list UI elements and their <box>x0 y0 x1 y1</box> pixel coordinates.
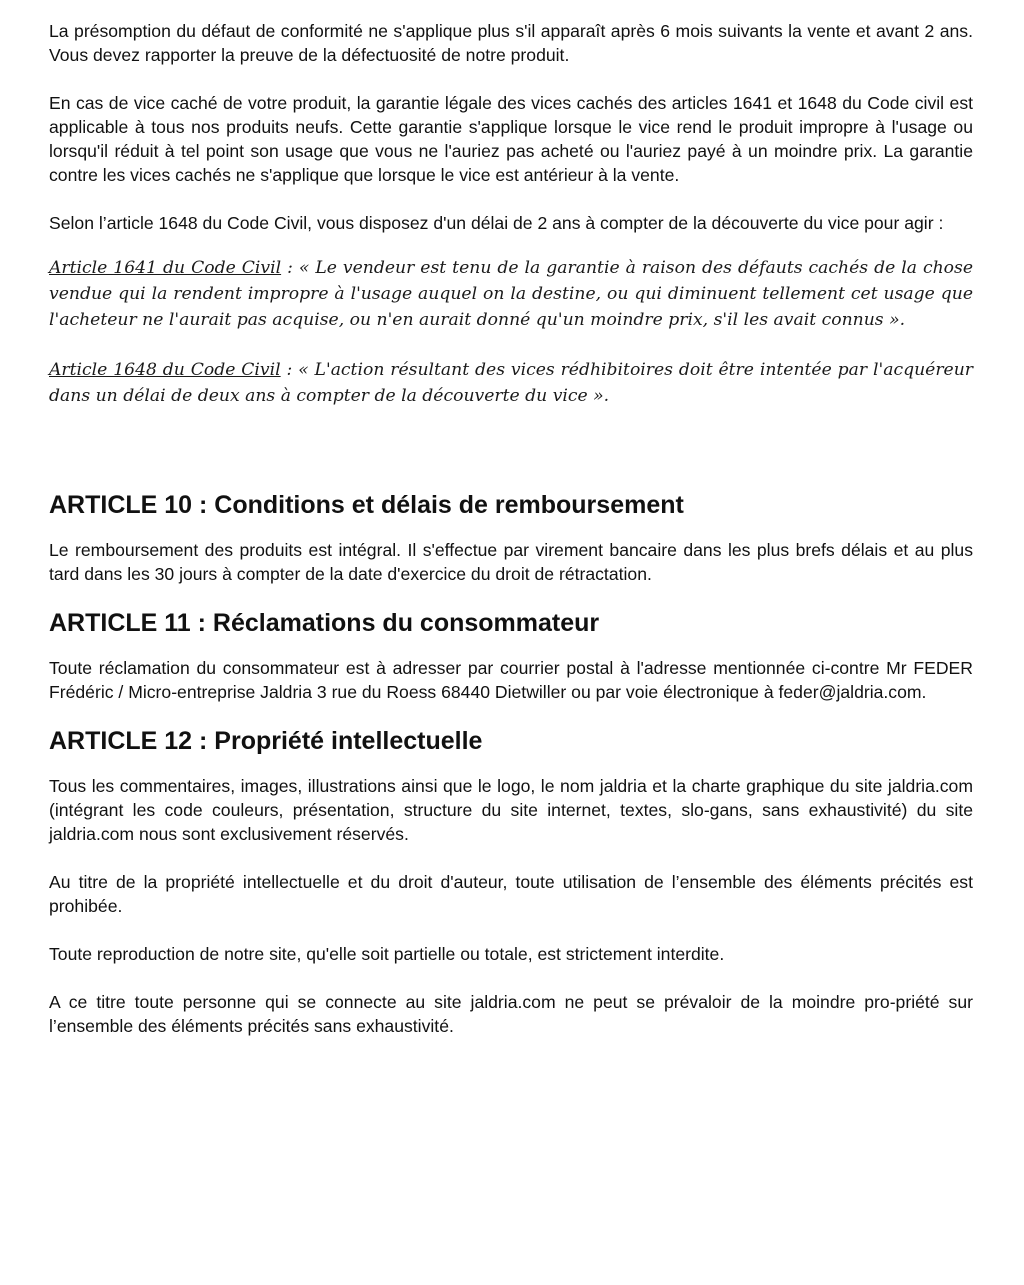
article-10-heading: ARTICLE 10 : Conditions et délais de remboursement <box>49 491 684 519</box>
paragraph-hidden-defect: En cas de vice caché de votre produit, la garantie légale des vices cachés des articles 1641 et 1648 du Code civil est applicable à tous nos produits neufs. Cette garantie s'applique lorsque le vice rend le produit impropre à l'usage ou lorsqu'il réduit à tel point son usage que vous ne l'auriez pas acheté ou l'auriez payé à un moindre prix. La garantie contre les vices cachés ne s'applique que lorsque le vice est antérieur à la vente. <box>49 93 973 185</box>
article-12-paragraph-3: Toute reproduction de notre site, qu'elle soit partielle ou totale, est strictement interdite. <box>49 944 725 964</box>
quote-article-1641-ref: Article 1641 du Code Civil <box>49 258 282 278</box>
document-page <box>49 19 973 1038</box>
quote-article-1648 <box>49 357 973 409</box>
paragraph-conformity-presumption: La présomption du défaut de conformité ne s'applique plus s'il apparaît après 6 mois suivants la vente et avant 2 ans. Vous devez rapporter la preuve de la défectuosité de notre produit. <box>49 21 973 65</box>
paragraph-delay: Selon l’article 1648 du Code Civil, vous disposez d'un délai de 2 ans à compter de la découverte du vice pour agir : <box>49 213 944 233</box>
quote-article-1641 <box>49 255 973 333</box>
article-11-heading: ARTICLE 11 : Réclamations du consommateur <box>49 609 600 637</box>
article-12-paragraph-4: A ce titre toute personne qui se connecte au site jaldria.com ne peut se prévaloir de la moindre pro-priété sur l’ensemble des éléments précités sans exhaustivité. <box>49 992 973 1036</box>
quote-article-1641-text: : « Le vendeur est tenu de la garantie à raison des défauts cachés de la chose vendue qui la rendent impropre à l'usage auquel on la destine, ou qui diminuent tellement cet usage que l'acheteur ne l'aurait pas acquise, ou n'en aurait donné qu'un moindre prix, s'il les avait connus ». <box>49 258 973 330</box>
article-12-paragraph-2: Au titre de la propriété intellectuelle et du droit d'auteur, toute utilisation de l’ensemble des éléments précités est prohibée. <box>49 872 973 916</box>
article-11-paragraph: Toute réclamation du consommateur est à adresser par courrier postal à l'adresse mentionnée ci-contre Mr FEDER Frédéric / Micro-entreprise Jaldria 3 rue du Roess 68440 Dietwiller ou par voie électronique à feder@jaldria.com. <box>49 658 973 702</box>
quote-article-1648-ref: Article 1648 du Code Civil <box>49 360 281 380</box>
article-12-paragraph-1: Tous les commentaires, images, illustrations ainsi que le logo, le nom jaldria et la charte graphique du site jaldria.com (intégrant les code couleurs, présentation, structure du site internet, textes, slo-gans, sans exhaustivité) du site jaldria.com nous sont exclusivement réservés. <box>49 776 973 844</box>
article-10-paragraph: Le remboursement des produits est intégral. Il s'effectue par virement bancaire dans les plus brefs délais et au plus tard dans les 30 jours à compter de la date d'exercice du droit de rétractation. <box>49 540 973 584</box>
quote-article-1648-text: : « L'action résultant des vices rédhibitoires doit être intentée par l'acquéreur dans un délai de deux ans à compter de la découverte du vice ». <box>49 360 973 406</box>
article-12-heading: ARTICLE 12 : Propriété intellectuelle <box>49 727 483 755</box>
